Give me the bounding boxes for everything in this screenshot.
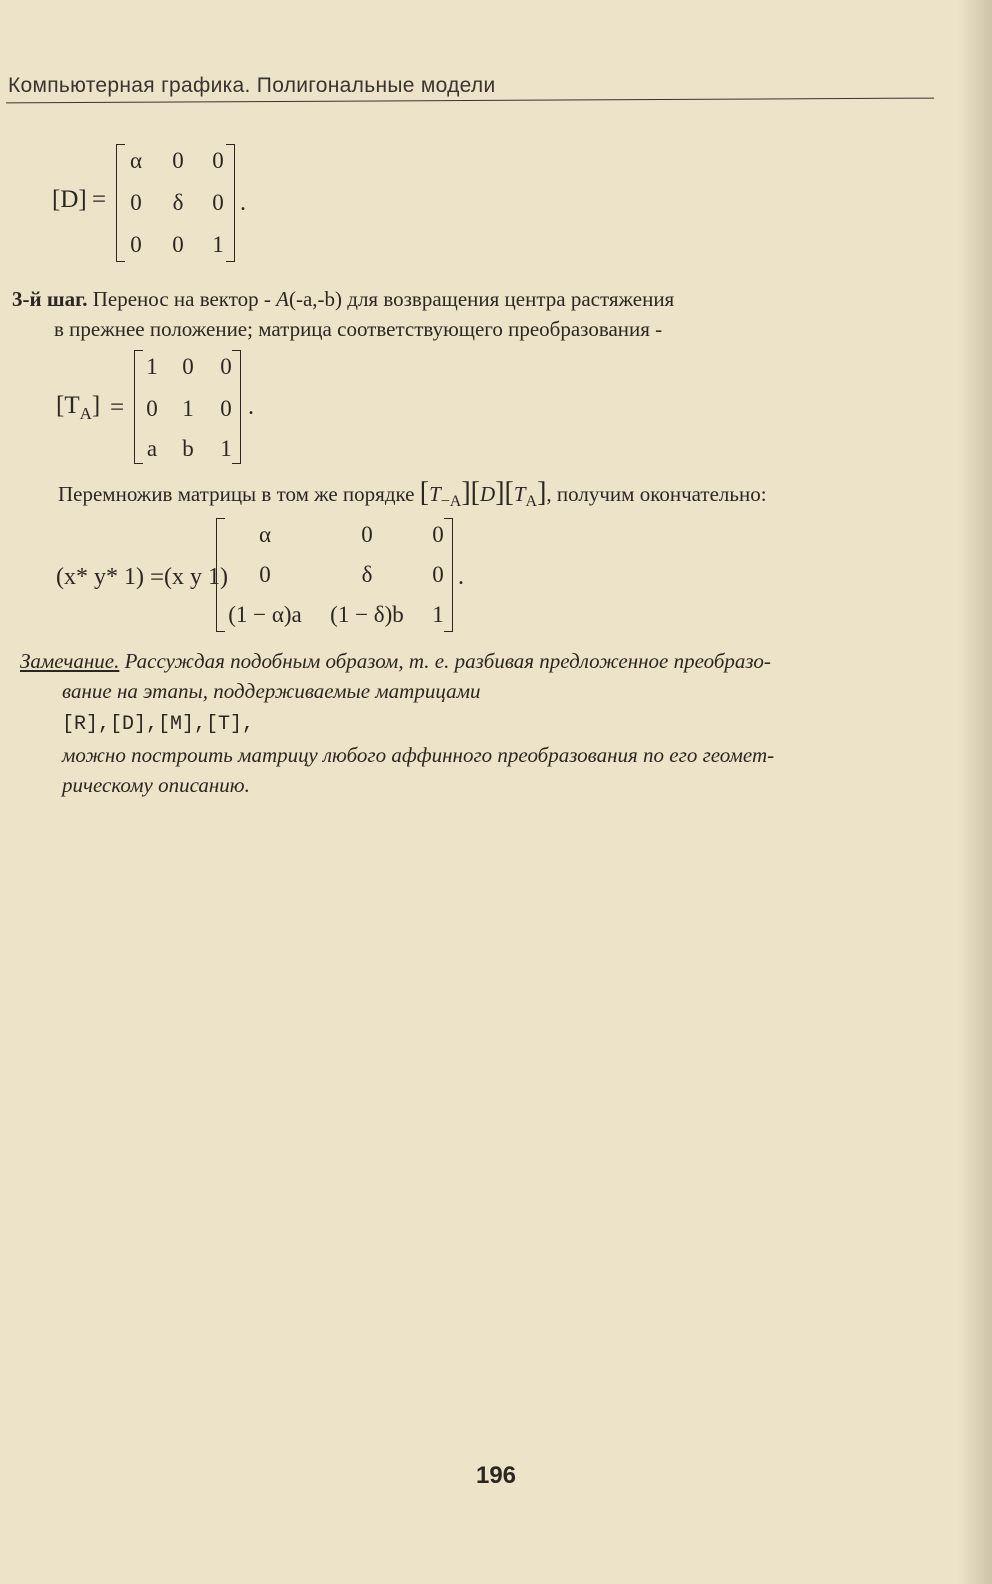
matrix-ta-cell: 1 [182,396,194,421]
matrix-d-cell: 0 [130,232,142,257]
step3-text: Перенос на вектор - [87,287,277,311]
final-matrix-cell: δ [361,562,373,587]
matrix-d-cell: α [129,148,143,173]
matrix-d-cell: δ [172,190,184,215]
final-matrix-cell: α [258,522,272,547]
matrix-ta-equals: = [110,394,125,421]
matrix-d-cell: 0 [172,232,184,257]
final-matrix-cell: (1 − α)a [228,602,302,627]
matrix-ta-cell: 1 [220,436,232,461]
final-vector: (x y 1) [164,564,228,590]
product-line: Перемножив матрицы в том же порядке $[T_{-A}][D][T_A]$, получим окончательно: [58,477,767,511]
remark-title: Замечание. [20,649,120,673]
final-matrix-cell: 0 [259,562,271,587]
product-line-after: , получим окончательно: [546,482,767,506]
final-matrix-cell: 0 [432,522,444,547]
final-matrix-cell: (1 − δ)b [330,602,404,627]
remark-line4: рическому описанию. [62,773,250,797]
header-rule [6,98,934,104]
page-number: 196 [475,1462,517,1489]
matrix-d-period: . [240,190,246,216]
final-matrix-cell: 0 [361,522,373,547]
matrix-ta-cell: 0 [220,354,232,379]
final-matrix-cell: 0 [432,562,444,587]
matrix-d-cell: 1 [212,232,224,257]
final-equals: = [150,564,165,591]
matrix-d-cell: 0 [212,148,224,173]
matrix-ta-label: $[T_A]$ [56,392,101,423]
vector-args: (-a,-b) [288,287,343,311]
matrix-ta-period: . [248,394,254,420]
product-matrix-1: T [429,482,441,506]
matrix-d-cell: 0 [130,190,142,215]
page-edge-shadow [958,0,992,1584]
step3-text-rest: для возвращения центра растяжения [342,287,675,311]
remark-line3: можно построить матрицу любого аффинного преобразования по его геомет- [62,743,775,767]
product-matrix-2: D [480,482,496,506]
vector-name: A [276,287,289,311]
matrix-d-label: [D] [52,186,87,213]
matrix-ta-cell: 0 [182,354,194,379]
product-matrix-3: T [513,482,526,506]
matrix-d-cell: 0 [172,148,184,173]
matrix-ta-cell: 0 [220,396,232,421]
matrix-ta-cell: 1 [146,354,158,379]
product-line-text: Перемножив матрицы в том же порядке [58,482,415,506]
step3-label: 3-й шаг. [12,287,88,311]
final-matrix-cell: 1 [432,602,444,627]
matrix-ta-cell: b [182,436,194,461]
matrix-d-cell: 0 [212,190,224,215]
final-lhs: (x* y* 1) [56,564,144,590]
matrix-d-equals: = [92,186,107,213]
remark-line2: вание на этапы, поддерживаемые матрицами [62,679,481,703]
matrix-ta-cell: a [146,436,158,461]
remark-text: Рассуждая подобным образом, т. е. разбивая предложенное преобразо- [119,649,771,673]
step3-line2: в прежнее положение; матрица соответствующего преобразования - [54,317,663,341]
step3-line1 [12,284,674,314]
remark-line1 [20,646,771,676]
remark-matrices: [R],[D],[M],[T], [62,713,255,736]
running-title: Компьютерная графика. Полигональные модели [8,74,496,97]
final-period: . [458,564,464,590]
matrix-ta-cell: 0 [146,396,158,421]
